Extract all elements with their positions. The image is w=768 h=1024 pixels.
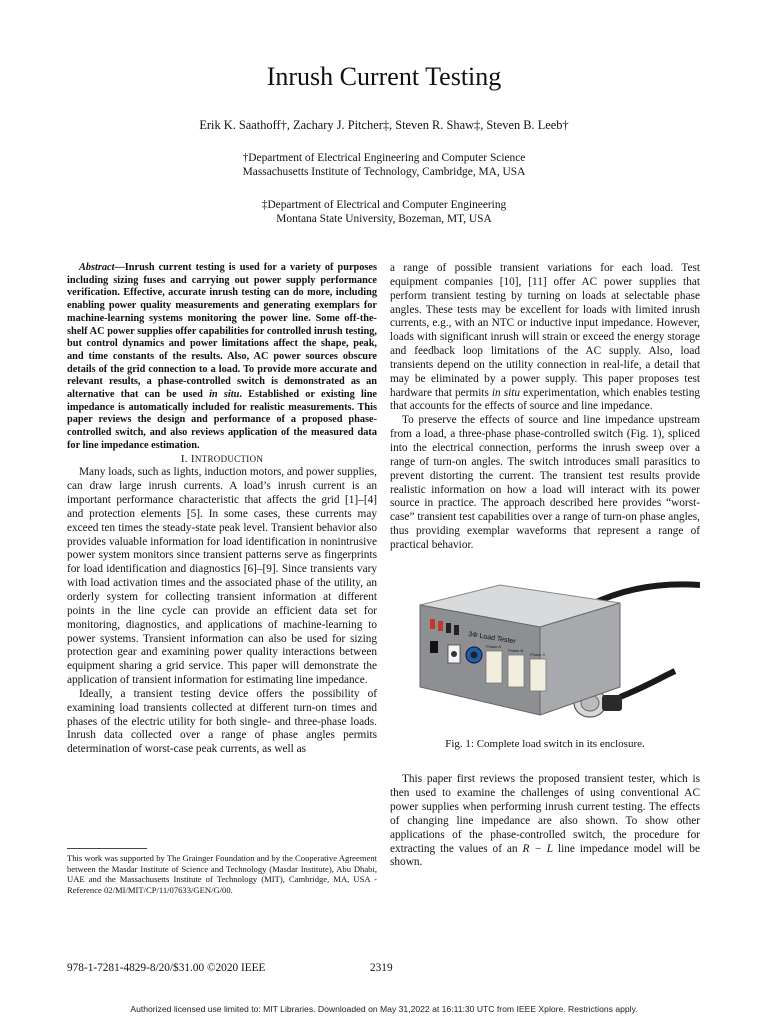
right-p1-text-1: a range of possible transient variations for each load. Test equipment companies [10], [11] offer AC power supplies that perform transient testing by turning on loads at selectable phase angles. These tests may be excellent for loads with limited inrush currents, e.g., with an NTC or inductive input impedance. However, loads with significant inrush will strain or exceed the energy storage and feedback loop limitations of the AC supply. Also, load transients depend on the utility connection in real-life, a detail that may be eliminated by a power supply. This paper proposes test hardware that permits — [390, 262, 700, 399]
section-rest: NTRODUCTION — [194, 453, 264, 464]
abstract-label: Abstract — [79, 262, 115, 273]
section-heading-introduction — [67, 453, 377, 467]
line-impedance-math: R − L — [522, 842, 554, 855]
phase-label-b: Phase B — [508, 647, 524, 653]
right-p3-text-2: line impedance model will be shown. — [390, 842, 700, 869]
intro-paragraph-2: Ideally, a transient testing device offers the possibility of examining load transients collected at different turn-on times and phases of the electric utility for both single- and three-phase loads. Inrush data collected over a range of phase angles permits determination of worst-case peak currents, as well as — [67, 687, 377, 756]
right-paragraph-2: To preserve the effects of source and line impedance upstream from a load, a three-phase phase-controlled switch (Fig. 1), spliced into the electrical connection, performs the inrush sweep over a range of turn-on angles. The switch introduces small parasitics to prevent distorting the current. The transient test results provide realistic information on how a load will interact with its power source in practice. The approach described here provides “worst-case” transient test capabilities over a range of turn-on phase angles, thus providing exemplar waveforms that represent a range of practical behavior. — [390, 414, 700, 551]
abstract-text-1: Inrush current testing is used for a variety of purposes including sizing fuses and carrying out power supply performance verification. Effective, accurate inrush testing can do more, including enabling power quality measurements and generating exemplars for machine-learning systems monitoring the power line. Some off-the-shelf AC power supplies offer capabilities for controlled inrush testing, but control dynamics and power limitations affect the shape, peak, and time constants of the results. Also, AC power sources obscure details of the grid connection to a load. To provide more accurate and relevant results, a phase-controlled switch is demonstrated as an alternative that can be used — [67, 262, 377, 401]
right-p3-text-1: This paper first reviews the proposed transient tester, which is then used to examine the challenges of using conventional AC power supplies when performing inrush current testing. The effects of changing line impedance are also shown. To show other applications of the phase-controlled switch, the procedure for extracting the values of an — [390, 773, 700, 855]
device-label: 3Φ Load Tester — [467, 630, 517, 646]
section-first-letter: I — [190, 452, 195, 465]
left-column — [67, 262, 377, 757]
affiliation-msu — [0, 198, 768, 226]
page-number: 2319 — [370, 962, 393, 974]
abstract — [67, 262, 377, 453]
footnote-rule — [67, 848, 147, 849]
right-paragraph-3 — [390, 773, 700, 870]
phase-label-a: Phase A — [486, 643, 501, 649]
outlet-a — [486, 651, 502, 683]
right-paragraph-1 — [390, 262, 700, 414]
section-numeral: I. — [180, 452, 191, 465]
footer-isbn: 978-1-7281-4829-8/20/$31.00 ©2020 IEEE — [67, 962, 266, 974]
affiliation-mit — [0, 151, 768, 179]
outlet-c — [530, 659, 546, 691]
figure-1-caption: Fig. 1: Complete load switch in its enclosure. — [445, 737, 645, 750]
affiliation-msu-inst: Montana State University, Bozeman, MT, USA — [276, 213, 492, 225]
load-switch-photo — [390, 575, 700, 725]
affiliation-msu-dept: ‡Department of Electrical and Computer Engineering — [261, 199, 507, 211]
abstract-in-situ: in situ — [209, 389, 240, 401]
paper-title: Inrush Current Testing — [266, 62, 502, 91]
affiliation-mit-dept: †Department of Electrical Engineering and Computer Science — [242, 152, 526, 164]
author-list: Erik K. Saathoff†, Zachary J. Pitcher‡, Steven R. Shaw‡, Steven B. Leeb† — [199, 118, 569, 132]
right-p1-in-situ: in situ — [491, 386, 521, 399]
power-cable — [620, 671, 675, 697]
intro-paragraph-1: Many loads, such as lights, induction motors, and power supplies, can draw large inrush currents. A load’s inrush current is an important performance characteristic that affects the grid [1]–[4] and protection elements [5]. In some cases, these currents may exceed ten times the steady-state peak level. Transient behavior also provides valuable information for load identification in nonintrusive power system monitors since transient patterns serve as fingerprints for load identification and diagnostics [6]–[9]. Since transients vary with load activation times and the associated phase of the utility, an orderly system for collecting transient information at different points in the line cycle can provide an efficient data set for monitoring, diagnostics, and applications of machine-learning to power systems. Transient information can also be used for sizing protection gear and examining power quality interactions between equipment sharing a grid service. This paper will demonstrate the application of transient information for estimating line impedance. — [67, 466, 377, 687]
license-notice: Authorized licensed use limited to: MIT Libraries. Downloaded on May 31,2022 at 16:11:30 UTC from IEEE Xplore. Restrictions apply. — [130, 1004, 638, 1014]
abstract-text-2: . Established or existing line impedance is automatically included for realistic measurements. This paper reviews the design and performance of a proposed phase-controlled switch, and also reviews application of the measured data for line impedance estimation. — [67, 389, 378, 451]
figure-1 — [390, 575, 700, 752]
phase-label-c: Phase C — [530, 651, 546, 657]
outlet-b — [508, 655, 524, 687]
funding-footnote: This work was supported by The Grainger Foundation and by the Cooperative Agreement between the Masdar Institute of Science and Technology (Masdar Institute), Abu Dhabi, UAE and the Massachusetts Institute of Technology (MIT), Cambridge, MA, USA - Reference 02/MI/MIT/CP/11/07633/GEN/G/00. — [67, 853, 377, 895]
right-p1-text-2: experimentation, which enables testing that accounts for the effects of source and line impedance. — [390, 386, 700, 413]
abstract-dash: — — [114, 262, 125, 273]
affiliation-mit-inst: Massachusetts Institute of Technology, Cambridge, MA, USA — [242, 166, 526, 178]
right-column — [390, 262, 700, 870]
